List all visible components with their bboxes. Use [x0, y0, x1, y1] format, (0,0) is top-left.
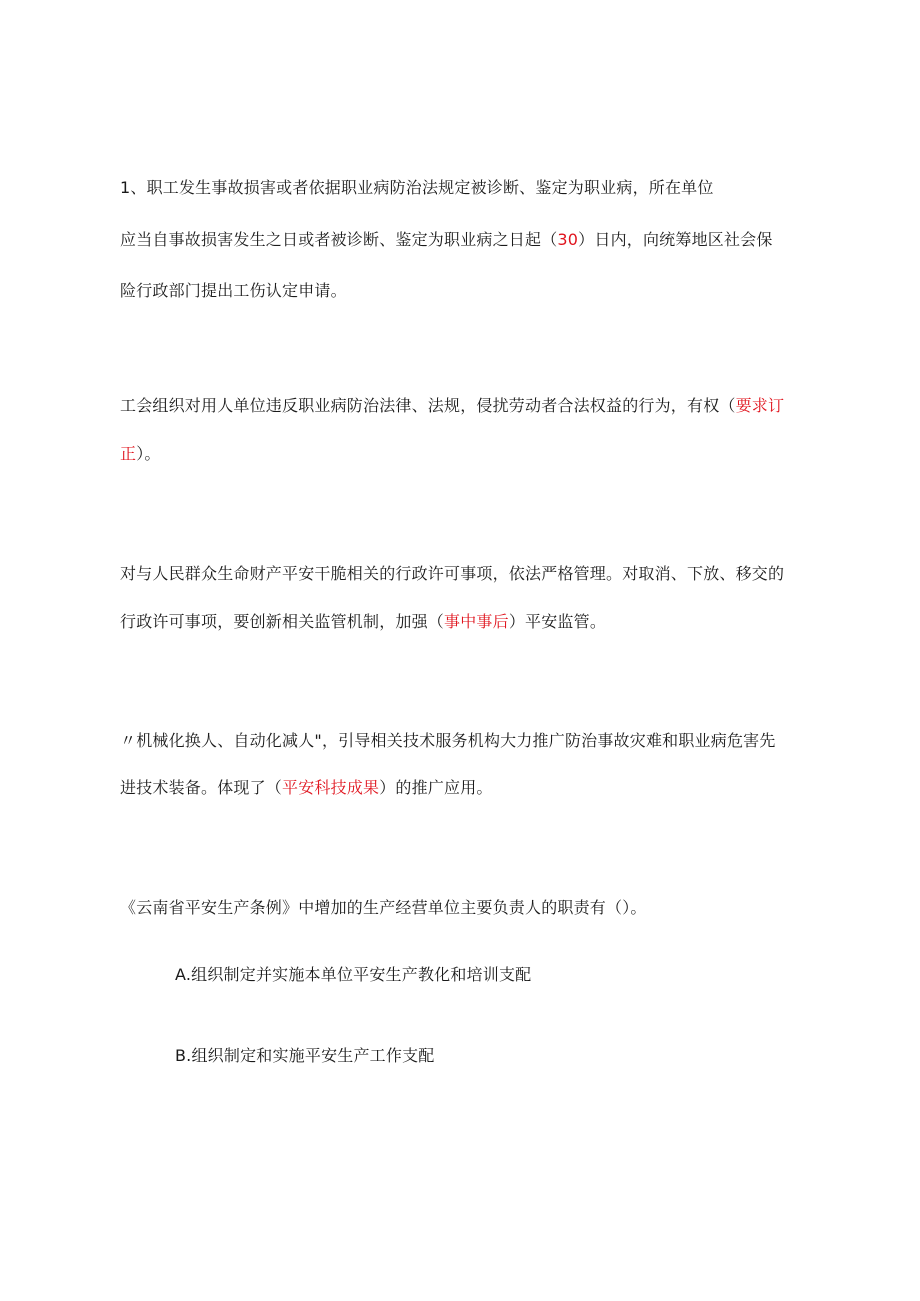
q1-line-2-text: 应当自事故损害发生之日或者被诊断、鉴定为职业病之日起（: [120, 230, 558, 249]
q2-line-1: [120, 394, 784, 418]
q1-line-2: [120, 228, 773, 252]
q3-line-2: [120, 610, 606, 634]
q1-line-3: 险行政部门提出工伤认定申请。: [120, 281, 347, 300]
q5-stem: 《云南省平安生产条例》中增加的生产经营单位主要负责人的职责有（）。: [120, 898, 647, 917]
q3-answer: 事中事后: [444, 612, 509, 631]
q2-answer-part-2: 正: [120, 444, 137, 463]
q4-line-2-text: 进技术装备。体现了（: [120, 778, 283, 797]
q1-line-2-tail: ）日内，向统筹地区社会保: [578, 230, 773, 249]
q1-answer: 30: [557, 230, 579, 249]
q4-line-2-tail: ）的推广应用。: [379, 778, 493, 797]
q1-line-1: 1、职工发生事故损害或者依据职业病防治法规定被诊断、鉴定为职业病，所在单位: [120, 178, 714, 197]
q2-line-2: [120, 442, 161, 466]
q3-line-1: 对与人民群众生命财产平安干脆相关的行政许可事项，依法严格管理。对取消、下放、移交的: [120, 564, 785, 583]
q4-answer: 平安科技成果: [282, 778, 380, 797]
q2-line-2-tail: ）。: [136, 444, 161, 463]
q3-line-2-text: 行政许可事项，要创新相关监管机制，加强（: [120, 612, 445, 631]
q3-line-2-tail: ）平安监管。: [508, 612, 607, 631]
q5-option-b: B.组织制定和实施平安生产工作支配: [175, 1046, 435, 1065]
q4-line-2: [120, 776, 493, 800]
q5-option-a: A.组织制定并实施本单位平安生产教化和培训支配: [175, 965, 532, 984]
q2-line-1-text: 工会组织对用人单位违反职业病防治法律、法规，侵扰劳动者合法权益的行为，有权（: [120, 396, 736, 415]
q2-answer-part-1: 要求订: [735, 396, 785, 415]
q4-line-1: 〃机械化换人、自动化减人"，引导相关技术服务机构大力推广防治事故灾难和职业病危害先: [120, 731, 776, 750]
